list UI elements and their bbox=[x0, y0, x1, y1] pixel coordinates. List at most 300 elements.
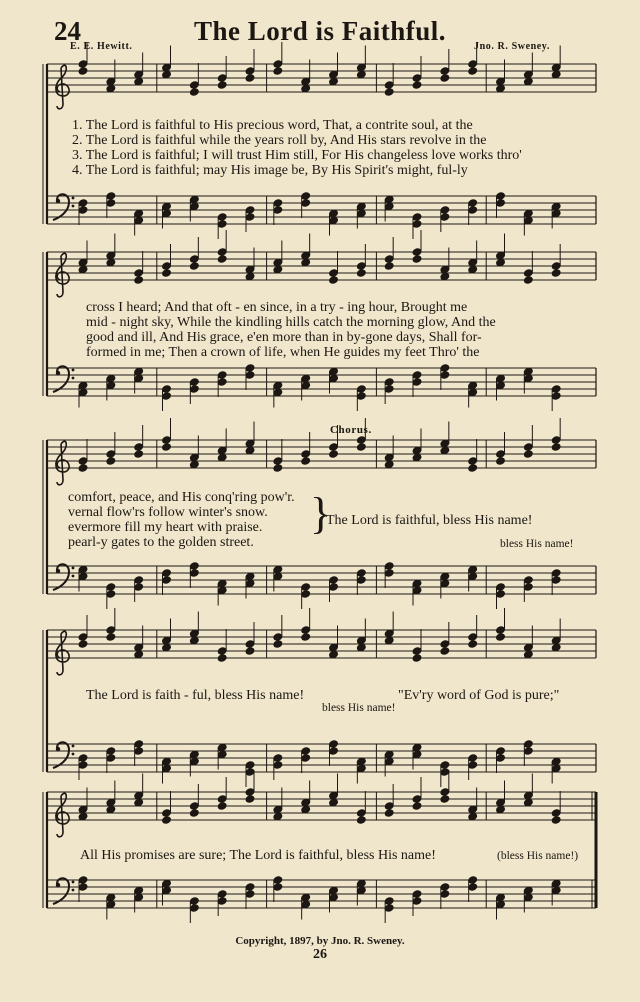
note-head bbox=[301, 900, 311, 908]
note-head bbox=[440, 640, 450, 648]
note-head bbox=[468, 805, 478, 813]
note-head bbox=[329, 576, 339, 584]
note-head bbox=[329, 886, 339, 894]
note-head bbox=[551, 764, 561, 772]
note-head bbox=[106, 583, 116, 591]
note-head bbox=[245, 67, 255, 75]
note-head bbox=[245, 371, 255, 379]
note-head bbox=[273, 565, 283, 573]
note-head bbox=[273, 60, 283, 68]
note-head bbox=[106, 381, 116, 389]
note-head bbox=[134, 70, 144, 78]
note-head bbox=[217, 579, 227, 587]
note-head bbox=[468, 876, 478, 884]
note-head bbox=[440, 890, 450, 898]
note-head bbox=[78, 805, 88, 813]
note-head bbox=[412, 248, 422, 256]
note-head bbox=[245, 579, 255, 587]
note-head bbox=[134, 276, 144, 284]
verse1-line1: 1. The Lord is faithful to His precious word, That, a contrite soul, at the bbox=[72, 118, 473, 133]
note-head bbox=[384, 757, 394, 765]
note-head bbox=[468, 388, 478, 396]
note-head bbox=[273, 761, 283, 769]
note-head bbox=[329, 70, 339, 78]
note-head bbox=[524, 209, 534, 217]
note-head bbox=[162, 809, 172, 817]
bass-clef bbox=[53, 194, 74, 220]
note-head bbox=[551, 209, 561, 217]
note-head bbox=[273, 388, 283, 396]
note-head bbox=[301, 583, 311, 591]
note-head bbox=[245, 788, 255, 796]
note-head bbox=[551, 385, 561, 393]
note-head bbox=[524, 70, 534, 78]
chorus-line3: All His promises are sure; The Lord is faithful, bless His name! bbox=[80, 848, 436, 863]
note-head bbox=[468, 60, 478, 68]
chorus-line1: The Lord is faithful, bless His name! bbox=[326, 513, 533, 528]
note-head bbox=[245, 446, 255, 454]
note-head bbox=[190, 262, 200, 270]
note-head bbox=[273, 199, 283, 207]
note-head bbox=[551, 63, 561, 71]
note-head bbox=[551, 436, 561, 444]
note-head bbox=[245, 768, 255, 776]
note-head bbox=[524, 374, 534, 382]
note-head bbox=[301, 633, 311, 641]
note-head bbox=[190, 802, 200, 810]
note-head bbox=[412, 795, 422, 803]
note-head bbox=[78, 60, 88, 68]
note-head bbox=[273, 258, 283, 266]
note-head bbox=[468, 206, 478, 214]
note-head bbox=[551, 569, 561, 577]
note-head bbox=[190, 569, 200, 577]
note-head bbox=[106, 900, 116, 908]
note-head bbox=[440, 213, 450, 221]
note-head bbox=[551, 262, 561, 270]
note-head bbox=[440, 67, 450, 75]
note-head bbox=[245, 890, 255, 898]
note-head bbox=[357, 809, 367, 817]
note-head bbox=[217, 890, 227, 898]
note-head bbox=[524, 77, 534, 85]
note-head bbox=[301, 805, 311, 813]
note-head bbox=[301, 374, 311, 382]
note-head bbox=[440, 788, 450, 796]
note-head bbox=[134, 583, 144, 591]
note-head bbox=[78, 199, 88, 207]
note-head bbox=[551, 809, 561, 817]
note-head bbox=[78, 812, 88, 820]
note-head bbox=[384, 385, 394, 393]
note-head bbox=[217, 795, 227, 803]
note-head bbox=[106, 590, 116, 598]
note-head bbox=[524, 650, 534, 658]
note-head bbox=[496, 457, 506, 465]
note-head bbox=[412, 802, 422, 810]
note-head bbox=[357, 886, 367, 894]
note-head bbox=[162, 436, 172, 444]
note-head bbox=[496, 798, 506, 806]
verse3-line3: evermore fill my heart with praise. bbox=[68, 520, 263, 535]
note-head bbox=[551, 269, 561, 277]
treble-clef bbox=[56, 631, 69, 674]
verse-lyrics-line2 bbox=[86, 300, 496, 360]
note-head bbox=[273, 457, 283, 465]
verse4-line3: pearl-y gates to the golden street. bbox=[68, 535, 254, 550]
note-head bbox=[384, 81, 394, 89]
note-head bbox=[496, 84, 506, 92]
note-head bbox=[412, 378, 422, 386]
chorus-line2-a: The Lord is faith - ful, bless His name! bbox=[86, 688, 305, 703]
note-head bbox=[468, 464, 478, 472]
note-head bbox=[78, 381, 88, 389]
note-head bbox=[496, 805, 506, 813]
note-head bbox=[329, 583, 339, 591]
note-head bbox=[78, 883, 88, 891]
note-head bbox=[78, 633, 88, 641]
note-head bbox=[106, 258, 116, 266]
note-head bbox=[440, 371, 450, 379]
note-head bbox=[357, 202, 367, 210]
note-head bbox=[190, 809, 200, 817]
note-head bbox=[551, 202, 561, 210]
note-head bbox=[217, 248, 227, 256]
note-head bbox=[245, 572, 255, 580]
note-head bbox=[106, 754, 116, 762]
echo-bless-his-name-2: bless His name! bbox=[322, 702, 396, 714]
note-head bbox=[329, 367, 339, 375]
note-head bbox=[496, 199, 506, 207]
note-head bbox=[524, 893, 534, 901]
chorus-line2-b: "Ev'ry word of God is pure;" bbox=[398, 688, 560, 703]
note-head bbox=[357, 643, 367, 651]
note-head bbox=[217, 213, 227, 221]
note-head bbox=[384, 88, 394, 96]
note-head bbox=[329, 893, 339, 901]
verse4-line1: 4. The Lord is faithful; may His image be, By His Spirit's might, ful-ly bbox=[72, 163, 468, 178]
note-head bbox=[412, 654, 422, 662]
note-head bbox=[412, 743, 422, 751]
note-head bbox=[384, 802, 394, 810]
note-head bbox=[329, 269, 339, 277]
note-head bbox=[190, 757, 200, 765]
note-head bbox=[106, 77, 116, 85]
echo-bless-his-name: bless His name! bbox=[500, 538, 574, 550]
note-head bbox=[301, 381, 311, 389]
note-head bbox=[301, 457, 311, 465]
note-head bbox=[496, 192, 506, 200]
note-head bbox=[440, 446, 450, 454]
note-head bbox=[78, 640, 88, 648]
note-head bbox=[190, 453, 200, 461]
note-head bbox=[551, 643, 561, 651]
note-head bbox=[412, 647, 422, 655]
note-head bbox=[468, 761, 478, 769]
note-head bbox=[524, 583, 534, 591]
note-head bbox=[412, 897, 422, 905]
note-head bbox=[217, 897, 227, 905]
verse1-line2: cross I heard; And that oft - en since, in a try - ing hour, Brought me bbox=[86, 300, 468, 315]
composer-credit: Jno. R. Sweney. bbox=[474, 41, 550, 52]
note-head bbox=[301, 199, 311, 207]
note-head bbox=[217, 378, 227, 386]
note-head bbox=[245, 74, 255, 82]
hymn-number: 24 bbox=[54, 16, 81, 46]
note-head bbox=[162, 202, 172, 210]
note-head bbox=[551, 816, 561, 824]
note-head bbox=[134, 643, 144, 651]
note-head bbox=[412, 255, 422, 263]
note-head bbox=[301, 77, 311, 85]
note-head bbox=[217, 81, 227, 89]
note-head bbox=[384, 636, 394, 644]
note-head bbox=[524, 269, 534, 277]
bass-clef bbox=[53, 878, 74, 904]
note-head bbox=[245, 439, 255, 447]
note-head bbox=[245, 795, 255, 803]
note-head bbox=[245, 761, 255, 769]
note-head bbox=[524, 443, 534, 451]
note-head bbox=[134, 209, 144, 217]
note-head bbox=[412, 220, 422, 228]
note-head bbox=[357, 569, 367, 577]
note-head bbox=[217, 802, 227, 810]
note-head bbox=[329, 443, 339, 451]
note-head bbox=[273, 805, 283, 813]
note-head bbox=[301, 747, 311, 755]
note-head bbox=[245, 364, 255, 372]
note-head bbox=[190, 897, 200, 905]
note-head bbox=[134, 269, 144, 277]
note-head bbox=[440, 579, 450, 587]
note-head bbox=[551, 886, 561, 894]
note-head bbox=[301, 450, 311, 458]
note-head bbox=[106, 251, 116, 259]
note-head bbox=[496, 626, 506, 634]
treble-clef bbox=[56, 793, 69, 836]
note-head bbox=[384, 460, 394, 468]
note-head bbox=[384, 378, 394, 386]
note-head bbox=[524, 576, 534, 584]
note-head bbox=[357, 757, 367, 765]
note-head bbox=[134, 443, 144, 451]
note-head bbox=[496, 450, 506, 458]
note-head bbox=[551, 70, 561, 78]
note-head bbox=[190, 195, 200, 203]
note-head bbox=[301, 251, 311, 259]
note-head bbox=[78, 258, 88, 266]
note-head bbox=[106, 457, 116, 465]
note-head bbox=[134, 650, 144, 658]
note-head bbox=[162, 576, 172, 584]
note-head bbox=[329, 374, 339, 382]
note-head bbox=[106, 893, 116, 901]
note-head bbox=[78, 464, 88, 472]
note-head bbox=[440, 647, 450, 655]
note-head bbox=[217, 220, 227, 228]
note-head bbox=[162, 70, 172, 78]
note-head bbox=[245, 647, 255, 655]
note-head bbox=[301, 626, 311, 634]
note-head bbox=[551, 636, 561, 644]
note-head bbox=[412, 371, 422, 379]
note-head bbox=[162, 879, 172, 887]
hymn-title: The Lord is Faithful. bbox=[193, 16, 447, 46]
note-head bbox=[384, 809, 394, 817]
note-head bbox=[357, 576, 367, 584]
note-head bbox=[217, 371, 227, 379]
lyricist-credit: E. E. Hewitt. bbox=[70, 41, 133, 52]
note-head bbox=[384, 750, 394, 758]
note-head bbox=[524, 276, 534, 284]
note-head bbox=[273, 206, 283, 214]
note-head bbox=[162, 63, 172, 71]
note-head bbox=[245, 640, 255, 648]
verse-lyrics-line3 bbox=[68, 490, 295, 550]
note-head bbox=[329, 791, 339, 799]
note-head bbox=[78, 754, 88, 762]
note-head bbox=[329, 276, 339, 284]
note-head bbox=[412, 446, 422, 454]
note-head bbox=[162, 569, 172, 577]
note-head bbox=[162, 757, 172, 765]
note-head bbox=[551, 443, 561, 451]
note-head bbox=[329, 450, 339, 458]
note-head bbox=[134, 893, 144, 901]
note-head bbox=[162, 209, 172, 217]
note-head bbox=[162, 816, 172, 824]
note-head bbox=[162, 764, 172, 772]
verse3-line1: 3. The Lord is faithful; I will trust Him still, For His changeless love works thro' bbox=[72, 148, 522, 163]
note-head bbox=[384, 195, 394, 203]
note-head bbox=[134, 747, 144, 755]
note-head bbox=[134, 798, 144, 806]
note-head bbox=[384, 904, 394, 912]
note-head bbox=[468, 812, 478, 820]
page-number: 26 bbox=[313, 947, 327, 962]
note-head bbox=[273, 812, 283, 820]
note-head bbox=[301, 84, 311, 92]
note-head bbox=[217, 654, 227, 662]
note-head bbox=[190, 750, 200, 758]
treble-clef bbox=[56, 253, 69, 296]
note-head bbox=[134, 576, 144, 584]
note-head bbox=[496, 77, 506, 85]
note-head bbox=[412, 213, 422, 221]
note-head bbox=[412, 74, 422, 82]
note-head bbox=[440, 439, 450, 447]
note-head bbox=[190, 636, 200, 644]
treble-clef bbox=[56, 65, 69, 108]
note-head bbox=[78, 67, 88, 75]
note-head bbox=[440, 74, 450, 82]
note-head bbox=[190, 81, 200, 89]
note-head bbox=[245, 272, 255, 280]
note-head bbox=[106, 374, 116, 382]
note-head bbox=[357, 269, 367, 277]
note-head bbox=[162, 385, 172, 393]
note-head bbox=[329, 216, 339, 224]
note-head bbox=[468, 565, 478, 573]
note-head bbox=[78, 457, 88, 465]
verse1-line3: comfort, peace, and His conq'ring pow'r. bbox=[68, 490, 295, 505]
note-head bbox=[440, 206, 450, 214]
note-head bbox=[496, 251, 506, 259]
note-head bbox=[273, 381, 283, 389]
note-head bbox=[329, 650, 339, 658]
note-head bbox=[106, 798, 116, 806]
note-head bbox=[468, 883, 478, 891]
note-head bbox=[217, 750, 227, 758]
note-head bbox=[134, 450, 144, 458]
note-head bbox=[524, 747, 534, 755]
note-head bbox=[524, 740, 534, 748]
note-head bbox=[468, 633, 478, 641]
note-head bbox=[496, 900, 506, 908]
note-head bbox=[217, 74, 227, 82]
note-head bbox=[273, 633, 283, 641]
note-head bbox=[162, 392, 172, 400]
note-head bbox=[468, 572, 478, 580]
note-head bbox=[134, 791, 144, 799]
note-head bbox=[162, 269, 172, 277]
note-head bbox=[273, 464, 283, 472]
note-head bbox=[78, 761, 88, 769]
note-head bbox=[217, 743, 227, 751]
note-head bbox=[357, 385, 367, 393]
note-head bbox=[496, 583, 506, 591]
note-head bbox=[551, 879, 561, 887]
note-head bbox=[273, 876, 283, 884]
note-head bbox=[301, 192, 311, 200]
note-head bbox=[134, 77, 144, 85]
note-head bbox=[384, 255, 394, 263]
note-head bbox=[357, 209, 367, 217]
verse2-line3: vernal flow'rs follow winter's snow. bbox=[68, 505, 268, 520]
note-head bbox=[301, 258, 311, 266]
note-head bbox=[245, 213, 255, 221]
note-head bbox=[273, 265, 283, 273]
note-head bbox=[106, 747, 116, 755]
note-head bbox=[301, 754, 311, 762]
note-head bbox=[273, 67, 283, 75]
note-head bbox=[329, 747, 339, 755]
echo-bless-his-name-3: (bless His name!) bbox=[497, 850, 579, 862]
note-head bbox=[357, 70, 367, 78]
note-head bbox=[384, 262, 394, 270]
note-head bbox=[273, 572, 283, 580]
note-head bbox=[162, 886, 172, 894]
note-head bbox=[496, 747, 506, 755]
note-head bbox=[468, 258, 478, 266]
note-head bbox=[134, 216, 144, 224]
verse-brace: } bbox=[310, 489, 332, 538]
note-head bbox=[78, 388, 88, 396]
note-head bbox=[273, 640, 283, 648]
note-head bbox=[329, 643, 339, 651]
note-head bbox=[412, 750, 422, 758]
note-head bbox=[106, 450, 116, 458]
note-head bbox=[440, 768, 450, 776]
note-head bbox=[524, 216, 534, 224]
note-head bbox=[357, 63, 367, 71]
note-head bbox=[106, 199, 116, 207]
note-head bbox=[440, 795, 450, 803]
note-head bbox=[134, 886, 144, 894]
note-head bbox=[412, 890, 422, 898]
note-head bbox=[496, 754, 506, 762]
